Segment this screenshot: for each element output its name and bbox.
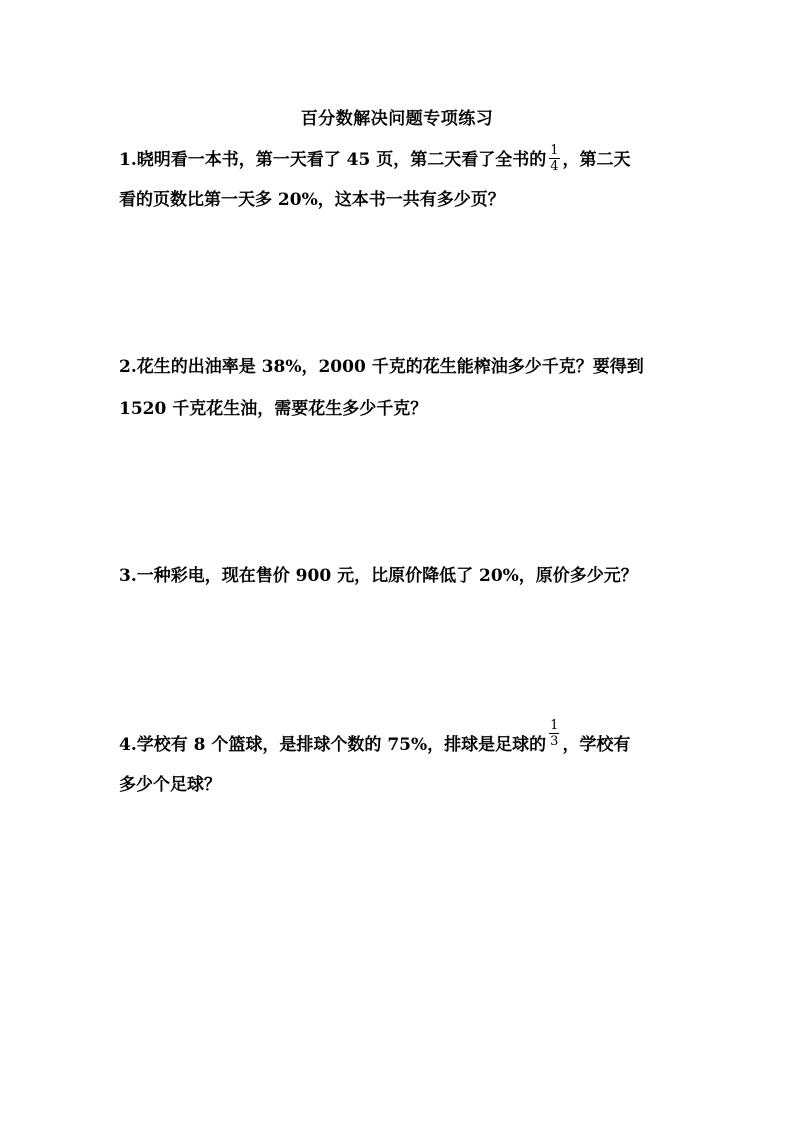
fraction-numerator: 1 xyxy=(550,143,559,158)
page-title: 百分数解决问题专项练习 xyxy=(300,109,494,129)
problem-3-line-1: 3.一种彩电，现在售价 900 元，比原价降低了 20%，原价多少元？ xyxy=(119,566,638,586)
problem-4-line-2: 多少个足球？ xyxy=(119,775,221,795)
fraction-one-quarter xyxy=(549,144,559,173)
problem-1-line-1 xyxy=(119,143,631,175)
problem-1-line-2: 看的页数比第一天多 20%，这本书一共有多少页？ xyxy=(119,190,505,210)
problem-1-text-after-fraction: ，第二天 xyxy=(562,150,631,170)
fraction-numerator: 1 xyxy=(550,718,559,733)
problem-1-text-before-fraction: 1.晓明看一本书，第一天看了 45 页，第二天看了全书的 xyxy=(119,150,547,170)
problem-4-text-before-fraction: 4.学校有 8 个篮球，是排球个数的 75%，排球是足球的 xyxy=(119,735,547,755)
fraction-denominator: 4 xyxy=(550,159,559,174)
problem-2-line-1: 2.花生的出油率是 38%，2000 千克的花生能榨油多少千克？要得到 xyxy=(119,357,644,377)
fraction-denominator: 3 xyxy=(550,734,559,749)
problem-2-line-2: 1520 千克花生油，需要花生多少千克？ xyxy=(119,399,428,419)
problem-4-text-after-fraction: ，学校有 xyxy=(562,735,631,755)
problem-4-line-1 xyxy=(119,718,631,760)
fraction-one-third xyxy=(549,719,559,748)
